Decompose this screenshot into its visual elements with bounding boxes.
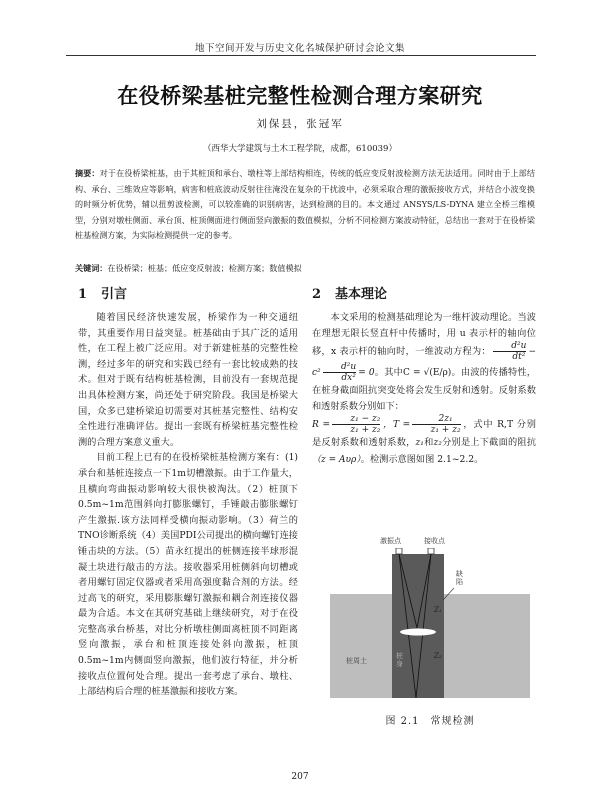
impedance-equation: （z = Aυρ）	[312, 454, 361, 465]
authors: 刘保县，张冠军	[256, 118, 344, 130]
eq-num: 2z₁	[438, 414, 453, 425]
theory-text-5: 。检测示意图如图 2.1~2.2。	[360, 453, 484, 465]
abstract-label: 摘要：	[75, 168, 100, 178]
right-column	[312, 310, 536, 469]
pile-label: 桩身	[396, 652, 403, 668]
defect-label: 缺陷	[456, 570, 463, 586]
receiver-sensor	[428, 548, 434, 554]
section-2-title: 基本理论	[335, 287, 388, 302]
page-number: 207	[291, 772, 309, 782]
eq-tail: = 0	[358, 368, 375, 379]
wave-speed-equation: C = √(E/ρ)	[403, 368, 452, 379]
eq-den: z₁ + z₂	[332, 424, 380, 435]
eq-r-lhs: R =	[312, 420, 330, 431]
theory-text-4: 分别是上下截面的阻抗	[441, 437, 537, 449]
and-text: 和	[423, 437, 434, 449]
theory-text-3: ，式中 R,T 分别是反射系数和透射系数，	[312, 419, 536, 449]
z2-label: Z₂	[434, 652, 442, 660]
eq-num: d²u	[511, 341, 527, 352]
abstract-text: 对于在役桥梁桩基，由于其桩顶和承台、墩柱等上部结构相连，传统的低应变反射波检测方法无法适用。同时由于上部结构、承台、三维效应等影响，病害和桩底波动反射往往淹没在复杂的干扰波中，必须采取合理的激振接收方式，并结合小波变换的时频分析优势，辅以扭剪波检测，可以较准确的识别病害，达到检测的目的。本文通过 ANSYS/LS-DYNA 建立全桥三维模型，分别对墩柱侧面、承台顶、桩顶侧面进行侧面竖向激振的数值模拟，分析不同检测方案波动特征，总结出一套对于在役桥梁桩基检测方案，为实际检测提供一定的参考。	[75, 168, 535, 240]
z1-symbol: z₁	[415, 438, 424, 449]
transmission-equation	[382, 414, 462, 436]
receiver-label: 接收点	[424, 537, 445, 545]
left-column	[78, 310, 298, 700]
excitation-label: 激振点	[380, 537, 401, 545]
eq-num: d²u	[341, 362, 357, 373]
running-head: 地下空间开发与历史文化名城保护研讨会论文集	[194, 43, 405, 54]
figure-2-1	[330, 536, 530, 698]
keywords	[75, 262, 535, 274]
theory-text-2: 。由波的传播特性，在桩身截面阻抗突变处将会发生反射和透射。反射系数和透射系数分别如下：	[312, 367, 536, 412]
paper-title: 在役桥梁基桩完整性检测合理方案研究	[117, 84, 483, 108]
eq-num: z₁ − z₂	[350, 414, 381, 425]
eq-den: z₁ + z₂	[412, 424, 460, 435]
z1-label: Z₁	[434, 606, 442, 614]
intro-paragraph-2: 目前工程上已有的在役桥梁桩基检测方案有：(1)承台和基桩连接点一下1m切槽激振。由于工作量大，且横向弯曲振动影响较大很快被淘汰。（2）桩顶下0.5m~1m范围斜向打膨胀螺钉，手锤敲击膨胀螺钉产生激振.该方法同样受横向振动影响。（3）荷兰的TNO诊断系统（4）美国PDI公司提出的横向螺钉连接锤击块的方法。（5）苗永红提出的桩侧连接半球形混凝土块进行敲击的方法。接收器采用桩侧斜向切槽或者用螺钉固定仪器或者采用高强度黏合剂的方法。经过高飞的研究，采用膨胀螺钉激振和耦合剂连接仪器最为合适。本文在其研究基础上继续研究，对于在役完整高承台桥基，对比分析墩柱侧面离桩顶不同距离竖向激振，承台和桩顶连接处斜向激振，桩顶0.5m~1m内侧面竖向激振，他们波行特征，并分析接收点位置何处合理。提出一套考虑了承台、墩柱、上部结构后合理的桩基激振和接收方案。	[78, 452, 298, 698]
figure-caption: 图 2.1 常规检测	[385, 716, 475, 727]
section-2-heading	[312, 286, 387, 304]
eq-intro: 动方程为：	[443, 346, 491, 358]
affiliation: （西华大学建筑与土木工程学院，成都，610039）	[203, 144, 397, 154]
keywords-text: 在役桥梁；桩基；低应变反射波；检测方案；数值模拟	[107, 263, 302, 273]
section-1-number: 1	[78, 287, 88, 302]
excitation-sensor	[396, 548, 402, 554]
soil-label: 桩周土	[346, 657, 367, 665]
section-2-number: 2	[312, 287, 322, 302]
section-1-heading	[78, 286, 127, 304]
section-1-title: 引言	[101, 287, 128, 302]
theory-paragraph	[312, 310, 536, 469]
defect-ellipse	[400, 629, 436, 636]
abstract	[75, 166, 535, 244]
eq-c-label: 。其中	[374, 367, 404, 379]
keywords-label: 关键词：	[75, 263, 108, 273]
z2-symbol: z₂	[433, 438, 442, 449]
eq-den: dt²	[493, 351, 527, 362]
eq-mid: − c²	[312, 347, 537, 379]
eq-t-lhs: ，T =	[382, 420, 411, 431]
reflection-equation	[312, 414, 382, 436]
figure-top-labels	[330, 536, 530, 548]
theory-text-1: 本文采用的检测基础理论为一维杆波动理论。当波在理想无限长竖直杆中传播时，用 u 表示杆的轴向位移，x 表示杆的轴向时，一维波	[312, 312, 536, 358]
intro-paragraph-1: 随着国民经济快速发展，桥梁作为一种交通纽带，其重要作用日益突显。桩基础由于其广泛的适用性，在工程上被广泛应用。对于新建桩基的完整性检测，经过多年的研究和实践已经有一套比较成熟的技术。但对于既有结构桩基检测，目前没有一套规范提出具体检测方案，尚还处于研究阶段。我国是桥梁大国，众多已建桥梁迫切需要对其桩基完整性、结构安全性进行准确评估。提出一套既有桥梁桩基完整性检测的合理方案意义重大。	[78, 312, 298, 448]
header-rule	[66, 55, 536, 56]
figure-2-1-diagram	[330, 548, 530, 698]
eq-den: dx²	[323, 372, 357, 383]
